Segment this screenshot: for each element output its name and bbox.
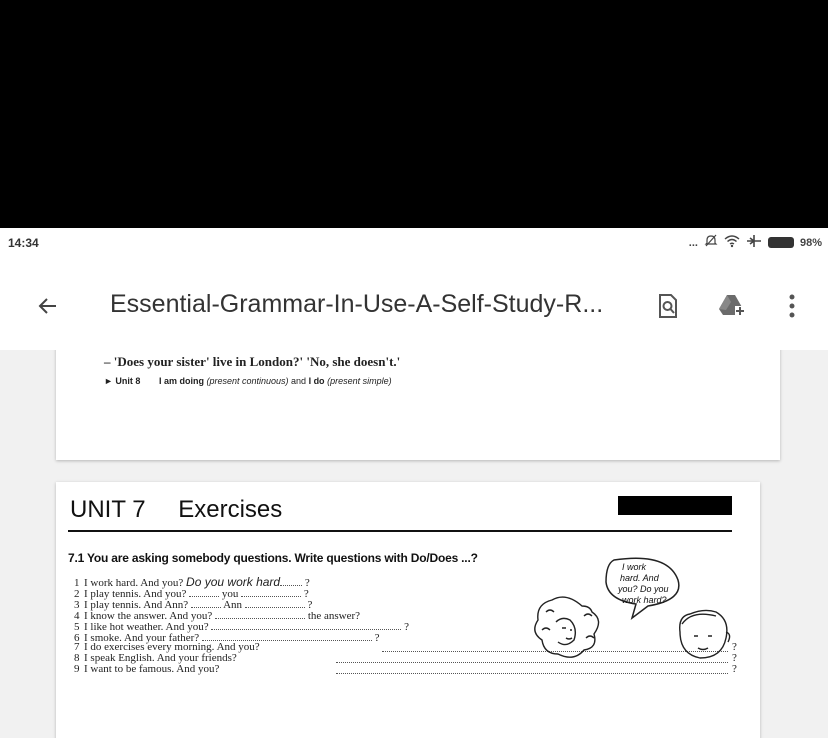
unit-title: Exercises: [178, 496, 283, 523]
bubble-line-3: you? Do you: [618, 584, 669, 594]
instruction-bold: Do/Does ...?: [410, 551, 478, 565]
answer-blank[interactable]: [245, 598, 305, 608]
exercise-number: 7: [74, 641, 80, 653]
status-icons: [689, 234, 822, 251]
question-mark: ?: [732, 663, 737, 675]
current-page: [56, 482, 760, 738]
exercise-number: 5: [74, 621, 80, 633]
unit-reference: [104, 376, 392, 386]
exercise-mid-word: Ann: [223, 599, 243, 611]
unit-heading: [70, 496, 282, 524]
dots-icon: ...: [688, 236, 698, 249]
question-mark: ?: [732, 641, 737, 653]
find-in-page-icon[interactable]: [652, 290, 684, 322]
exercise-prompt: I do exercises every morning. And you?: [84, 641, 260, 653]
battery-icon: [768, 237, 794, 248]
question-mark: ?: [732, 652, 737, 664]
app-bar: [0, 260, 828, 350]
add-to-drive-icon[interactable]: [716, 290, 748, 322]
wifi-icon: [724, 234, 740, 251]
answer-blank[interactable]: [215, 609, 305, 619]
exercise-prompt: I work hard. And you?: [84, 577, 184, 589]
exercise-prompt: I want to be famous. And you?: [84, 663, 220, 675]
answer-blank[interactable]: [191, 598, 221, 608]
question-mark: ?: [404, 621, 410, 633]
mute-icon: [704, 234, 718, 251]
man-figure: [680, 610, 730, 658]
exercise-instruction: [68, 551, 478, 565]
exercise-prompt: I like hot weather. And you?: [84, 621, 209, 633]
question-mark: ?: [304, 577, 310, 589]
status-time: 14:34: [8, 236, 39, 250]
cartoon-illustration: [522, 554, 742, 666]
exercise-number: 6: [74, 632, 80, 644]
pdf-viewer[interactable]: [0, 350, 828, 738]
exercise-mid-word: the answer?: [307, 610, 361, 622]
exercise-number: 8: [74, 652, 80, 664]
exercise-number: 3: [74, 599, 80, 611]
heading-rule: [68, 530, 732, 532]
black-top-area: [0, 0, 828, 228]
ref-bold-1: I am doing: [158, 376, 204, 386]
exercise-number: 9: [74, 663, 80, 675]
ref-italic-1: (present continuous): [206, 376, 289, 386]
bubble-line-4: work hard?: [622, 595, 667, 605]
woman-figure: [535, 597, 599, 657]
answer-blank[interactable]: [241, 587, 301, 597]
exercise-number: 4: [74, 610, 80, 622]
instruction-text: 7.1 You are asking somebody questions. Write questions with: [68, 551, 408, 565]
bubble-line-1: I work: [622, 562, 647, 572]
status-bar: [0, 228, 828, 260]
exercise-answer: Do you work hard: [186, 575, 281, 589]
ref-mid: and: [291, 376, 307, 386]
ref-italic-2: (present simple): [327, 376, 392, 386]
exercise-prompt: I smoke. And your father?: [84, 632, 200, 644]
unit-ref-label: ► Unit 8: [104, 376, 141, 386]
airplane-icon: [746, 234, 762, 251]
exercise-prompt: I know the answer. And you?: [84, 610, 213, 622]
question-mark: ?: [307, 599, 313, 611]
answer-blank[interactable]: [280, 576, 302, 586]
exercise-number: 1: [74, 577, 80, 589]
previous-page: [56, 350, 780, 460]
exercise-prompt: I play tennis. And you?: [84, 588, 187, 600]
back-arrow-icon[interactable]: [32, 290, 64, 322]
dialog-line: – 'Does your sister' live in London?' 'No, she doesn't.': [104, 354, 401, 369]
ref-bold-2: I do: [308, 376, 325, 386]
redaction-box: [618, 496, 732, 515]
question-mark: ?: [303, 588, 309, 600]
answer-blank[interactable]: [189, 587, 219, 597]
more-vert-icon[interactable]: [776, 290, 808, 322]
answer-blank[interactable]: [202, 631, 372, 641]
answer-blank[interactable]: [211, 620, 401, 630]
exercise-prompt: I play tennis. And Ann?: [84, 599, 189, 611]
battery-percent: 98%: [799, 236, 822, 249]
exercise-number: 2: [74, 588, 80, 600]
question-mark: ?: [374, 632, 380, 644]
unit-number: UNIT 7: [70, 496, 146, 523]
document-title: Essential-Grammar-In-Use-A-Self-Study-R...: [110, 290, 604, 318]
exercise-prompt: I speak English. And your friends?: [84, 652, 237, 664]
bubble-line-2: hard. And: [620, 573, 659, 583]
exercise-mid-word: you: [221, 588, 239, 600]
